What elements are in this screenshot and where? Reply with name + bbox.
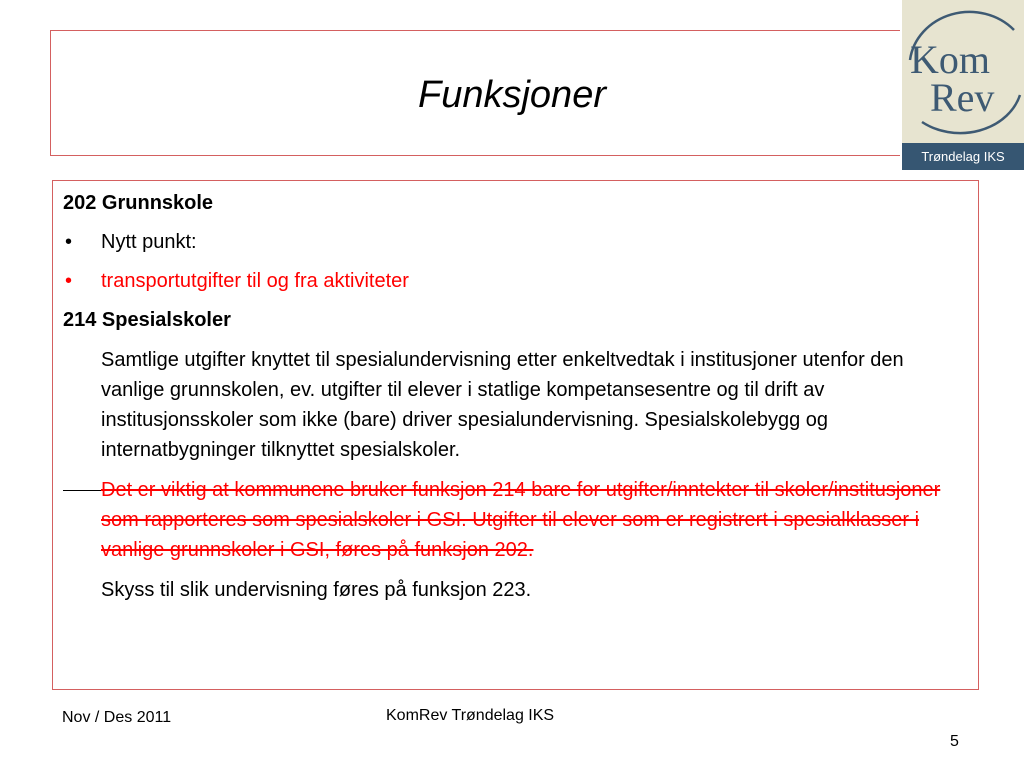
section-heading-214: 214 Spesialskoler [63,309,231,331]
bullet-text: transportutgifter til og fra aktiviteter [101,270,409,292]
logo-kom-text: Kom [910,37,990,82]
content-frame [52,180,979,690]
strike-lead-line [63,490,101,491]
footer-organization: KomRev Trøndelag IKS [386,707,555,724]
slide-body [63,189,963,615]
section-heading-202: 202 Grunnskole [63,192,214,214]
paragraph-struck-text: Det er viktig at kommunene bruker funksjon 214 bare for utgifter/inntekter til skoler/institusjoner som rapporteres som spesialskoler i GSI. Utgifter til elever som er registrert i spesialklasser i vanlige grunnskoler i GSI, føres på funksjon 202. [101,479,941,561]
komrev-logo [902,0,1024,170]
bullet-item [63,228,963,257]
logo-band: Trøndelag IKS [902,143,1024,170]
paragraph-description: Samtlige utgifter knyttet til spesialundervisning etter enkeltvedtak i institusjoner utenfor den vanlige grunnskolen, ev. utgifter til elever i statlige kompetansesentre og til drift av institusjonsskoler som ikke (bare) driver spesialundervisning. Spesialskolebygg og internatbygninger tilknyttet spesialskoler. [101,349,904,461]
logo-rev-text: Rev [930,75,995,120]
paragraph-transport: Skyss til slik undervisning føres på funksjon 223. [101,579,532,601]
paragraph-struck [63,475,963,565]
footer-date: Nov / Des 2011 [62,709,172,726]
bullet-dot-icon: • [65,231,73,253]
bullet-item-red [63,267,963,296]
bullet-text: Nytt punkt: [101,231,197,253]
page-number: 5 [950,733,959,750]
bullet-dot-icon: • [65,270,73,292]
slide-title: Funksjoner [418,74,606,116]
